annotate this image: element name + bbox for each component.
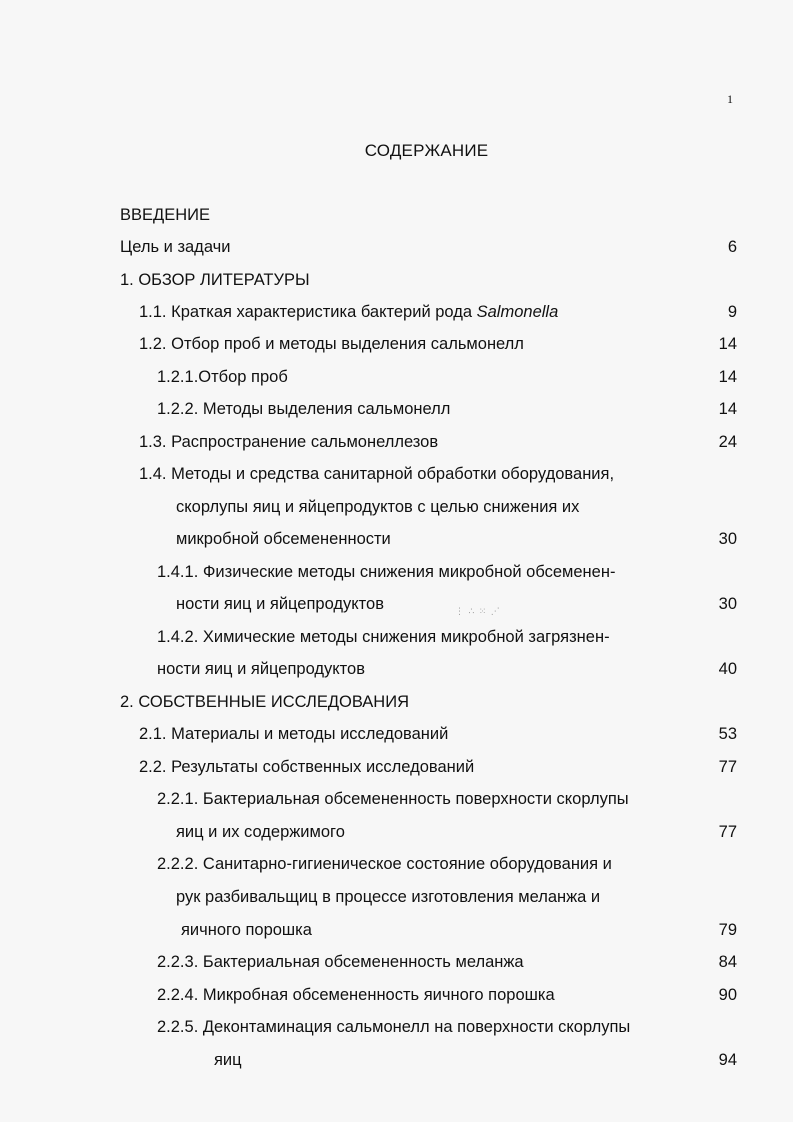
toc-entry-1-2: 1.2. Отбор проб и методы выделения сальмонелл bbox=[139, 335, 524, 353]
page-number: 1 bbox=[727, 92, 733, 106]
toc-page-1-4: 30 bbox=[718, 530, 737, 548]
toc-page-1-3: 24 bbox=[718, 433, 737, 451]
toc-entry-1-4-1-cont: ности яиц и яйцепродуктов bbox=[176, 595, 384, 613]
toc-entry-1-2-2: 1.2.2. Методы выделения сальмонелл bbox=[157, 400, 451, 418]
toc-page-1-2-1: 14 bbox=[718, 368, 737, 386]
toc-page-2-2-3: 84 bbox=[718, 953, 737, 971]
toc-entry-1-4-cont-2: микробной обсемененности bbox=[176, 530, 391, 548]
toc-entry-1-4-2: 1.4.2. Химические методы снижения микробной загрязнен- bbox=[157, 628, 610, 646]
toc-page-2-2-1: 77 bbox=[718, 823, 737, 841]
toc-entry-2-2: 2.2. Результаты собственных исследований bbox=[139, 758, 475, 776]
toc-entry-1-1: 1.1. Краткая характеристика бактерий рода Salmonella bbox=[139, 303, 559, 321]
toc-entry-1-3: 1.3. Распространение сальмонеллезов bbox=[139, 433, 439, 451]
toc-entry-2-2-1-cont: яиц и их содержимого bbox=[176, 823, 345, 841]
toc-entry-2-2-2-cont-2: яичного порошка bbox=[181, 921, 312, 939]
toc-page-2-2: 77 bbox=[718, 758, 737, 776]
toc-entry-introduction: ВВЕДЕНИЕ bbox=[120, 206, 210, 224]
toc-entry-2-2-5: 2.2.5. Деконтаминация сальмонелл на поверхности скорлупы bbox=[157, 1018, 631, 1036]
genus-name: Salmonella bbox=[476, 303, 559, 321]
page-title: СОДЕРЖАНИЕ bbox=[364, 141, 489, 160]
toc-page-1-2: 14 bbox=[718, 335, 737, 353]
toc-entry-1-2-1: 1.2.1.Отбор проб bbox=[157, 368, 288, 386]
toc-entry-1-4-1: 1.4.1. Физические методы снижения микробной обсеменен- bbox=[157, 563, 616, 581]
toc-entry-goals: Цель и задачи bbox=[120, 238, 231, 256]
toc-page-2-2-5: 94 bbox=[718, 1051, 737, 1069]
scan-artifact: ⋮ ∴ ⁙ ⋰ bbox=[455, 606, 501, 616]
toc-page-1-1: 9 bbox=[727, 303, 737, 321]
toc-entry-2-2-4: 2.2.4. Микробная обсемененность яичного порошка bbox=[157, 986, 555, 1004]
toc-page-1-2-2: 14 bbox=[718, 400, 737, 418]
toc-entry-2-2-5-cont: яиц bbox=[214, 1051, 242, 1069]
toc-entry-2-2-2: 2.2.2. Санитарно-гигиеническое состояние оборудования и bbox=[157, 855, 612, 873]
toc-page-2-2-2: 79 bbox=[718, 921, 737, 939]
toc-page-goals: 6 bbox=[727, 238, 737, 256]
toc-entry-2-2-3: 2.2.3. Бактериальная обсемененность меланжа bbox=[157, 953, 524, 971]
toc-page-1-4-2: 40 bbox=[718, 660, 737, 678]
toc-entry-chapter-2: 2. СОБСТВЕННЫЕ ИССЛЕДОВАНИЯ bbox=[120, 693, 409, 711]
toc-entry-1-4: 1.4. Методы и средства санитарной обработки оборудования, bbox=[139, 465, 615, 483]
toc-page-2-1: 53 bbox=[718, 725, 737, 743]
toc-entry-2-1: 2.1. Материалы и методы исследований bbox=[139, 725, 449, 743]
toc-entry-1-4-2-cont: ности яиц и яйцепродуктов bbox=[157, 660, 365, 678]
toc-entry-1-4-cont-1: скорлупы яиц и яйцепродуктов с целью снижения их bbox=[176, 498, 580, 516]
toc-page-1-4-1: 30 bbox=[718, 595, 737, 613]
toc-entry-2-2-1: 2.2.1. Бактериальная обсемененность поверхности скорлупы bbox=[157, 790, 629, 808]
toc-entry-chapter-1: 1. ОБЗОР ЛИТЕРАТУРЫ bbox=[120, 271, 310, 289]
toc-page-2-2-4: 90 bbox=[718, 986, 737, 1004]
toc-entry-2-2-2-cont-1: рук разбивальщиц в процессе изготовления меланжа и bbox=[176, 888, 601, 906]
